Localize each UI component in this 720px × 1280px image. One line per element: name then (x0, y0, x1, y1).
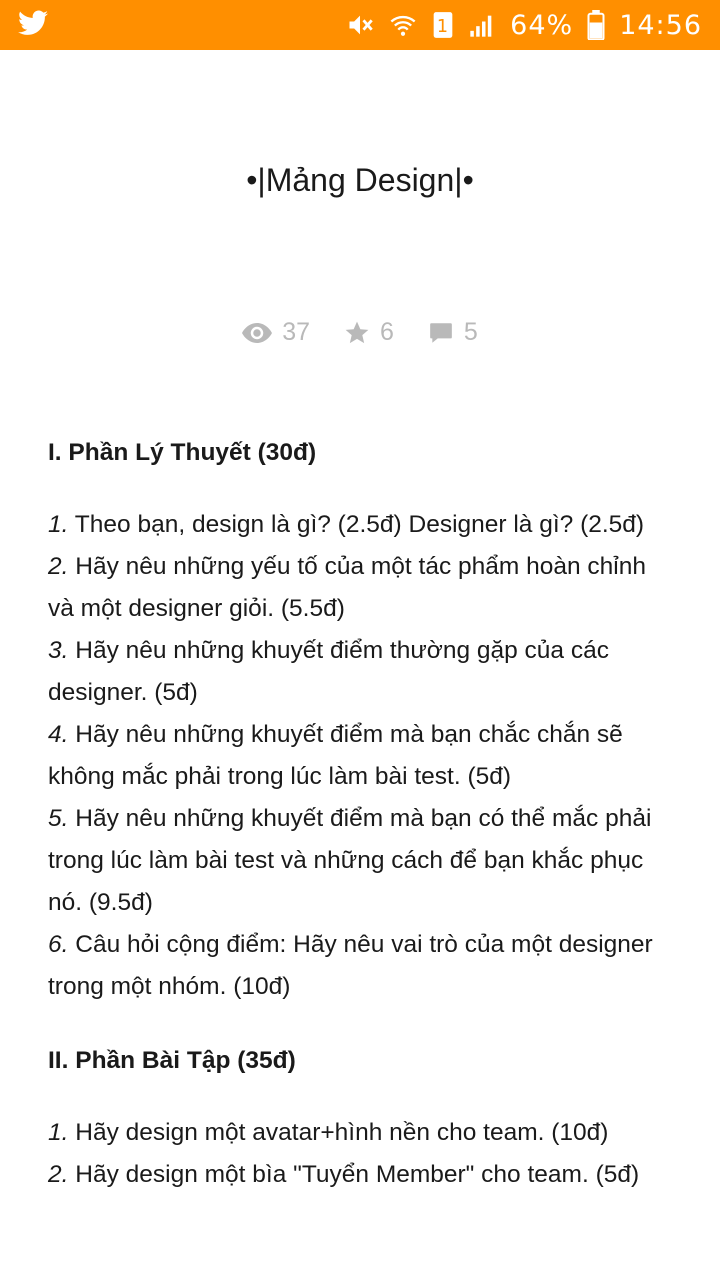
section-heading: II. Phần Bài Tập (35đ) (48, 1047, 296, 1074)
item-number: 5. (48, 805, 69, 832)
item-number: 6. (48, 931, 69, 958)
comments-count: 5 (463, 318, 478, 346)
sim-icon (432, 11, 454, 39)
mute-icon (346, 11, 374, 39)
item-text: Hãy nêu những khuyết điểm thường gặp của các designer. (5đ) (48, 637, 609, 706)
exercise-list (48, 1112, 668, 1196)
item-number: 4. (48, 721, 69, 748)
list-item (48, 924, 668, 1008)
story-body (48, 432, 668, 1228)
story-title: •|Mảng Design|• (246, 162, 474, 198)
story-stats (0, 318, 720, 347)
item-text: Câu hỏi cộng điểm: Hãy nêu vai trò của một designer trong một nhóm. (10đ) (48, 931, 653, 1000)
item-number: 2. (48, 553, 69, 580)
battery-icon (587, 10, 605, 40)
list-item (48, 504, 668, 546)
item-number: 1. (48, 1119, 69, 1146)
views-stat (242, 318, 310, 347)
comments-stat (428, 318, 478, 347)
item-text: Hãy design một avatar+hình nền cho team. (10đ) (68, 1119, 609, 1146)
votes-count: 6 (380, 318, 394, 346)
eye-icon (242, 322, 272, 344)
item-text: Hãy design một bìa "Tuyển Member" cho team. (5đ) (68, 1161, 640, 1188)
item-text: Hãy nêu những khuyết điểm mà bạn có thể mắc phải trong lúc làm bài test và những cách để bạn khắc phục nó. (9.5đ) (48, 805, 652, 916)
list-item (48, 1154, 668, 1196)
item-number: 3. (48, 637, 69, 664)
list-item (48, 546, 668, 630)
list-item (48, 798, 668, 924)
list-item (48, 630, 668, 714)
item-number: 1. (48, 511, 69, 538)
status-bar (0, 0, 720, 50)
sim-number: 1 (437, 17, 450, 37)
clock: 14:56 (619, 9, 702, 41)
views-count: 37 (282, 318, 310, 346)
list-item (48, 714, 668, 798)
list-item (48, 1112, 668, 1154)
item-text: Hãy nêu những yếu tố của một tác phẩm hoàn chỉnh và một designer giỏi. (5.5đ) (48, 553, 646, 622)
twitter-icon (18, 10, 48, 41)
comment-icon (428, 320, 454, 346)
item-text: Theo bạn, design là gì? (2.5đ) Designer là gì? (2.5đ) (68, 511, 645, 538)
signal-icon (468, 11, 496, 39)
votes-stat (344, 318, 394, 347)
section-heading: I. Phần Lý Thuyết (30đ) (48, 439, 317, 466)
wifi-icon (388, 11, 418, 39)
battery-percent: 64% (510, 9, 574, 41)
question-list (48, 504, 668, 1008)
item-text: Hãy nêu những khuyết điểm mà bạn chắc chắn sẽ không mắc phải trong lúc làm bài test. (5đ) (48, 721, 623, 790)
item-number: 2. (48, 1161, 69, 1188)
star-icon (344, 320, 370, 346)
